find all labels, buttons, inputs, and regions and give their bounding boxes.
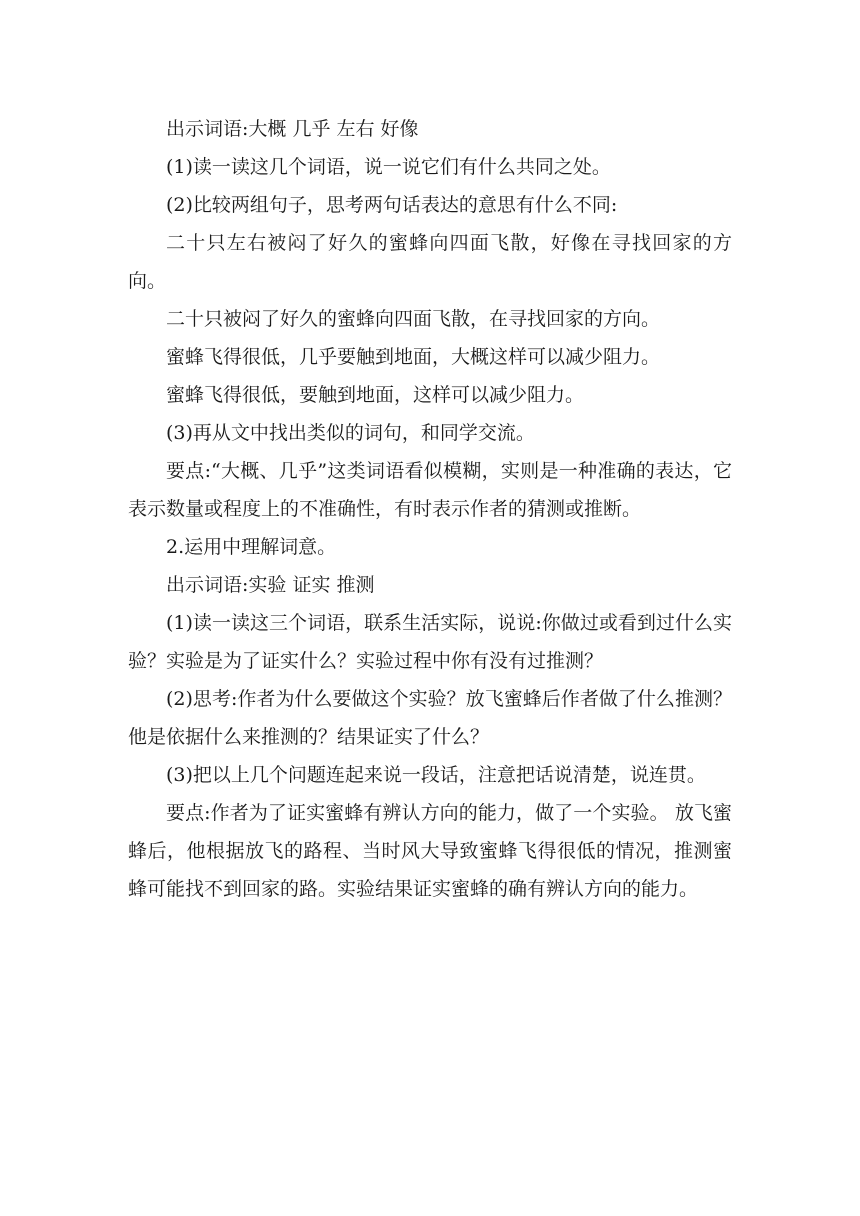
document-body [128, 110, 732, 908]
paragraph-task-1-2: (2)比较两组句子，思考两句话表达的意思有什么不同: [166, 194, 618, 216]
paragraph-sentence-b2: 蜜蜂飞得很低，要触到地面，这样可以减少阻力。 [166, 384, 585, 406]
paragraph-task-2-3: (3)把以上几个问题连起来说一段话，注意把话说清楚，说连贯。 [166, 764, 706, 786]
paragraph-key-point-2: 要点:作者为了证实蜜蜂有辨认方向的能力，做了一个实验。 放飞蜜蜂后，他根据放飞的路程、当时风大导致蜜蜂飞得很低的情况，推测蜜蜂可能找不到回家的路。实验结果证实蜜蜂的确有辨认方向的能力。 [128, 802, 732, 900]
paragraph-task-2-2: (2)思考:作者为什么要做这个实验？放飞蜜蜂后作者做了什么推测？他是依据什么来推测的？结果证实了什么？ [128, 688, 732, 748]
paragraph-show-words-2: 出示词语:实验 证实 推测 [166, 574, 375, 596]
paragraph-sentence-a1: 二十只左右被闷了好久的蜜蜂向四面飞散，好像在寻找回家的方向。 [128, 232, 732, 292]
paragraph-sentence-b1: 蜜蜂飞得很低，几乎要触到地面，大概这样可以减少阻力。 [166, 346, 661, 368]
paragraph-task-2-1: (1)读一读这三个词语，联系生活实际，说说:你做过或看到过什么实验？实验是为了证实什么？实验过程中你有没有过推测？ [128, 612, 732, 672]
paragraph-task-1-3: (3)再从文中找出类似的词句，和同学交流。 [166, 422, 535, 444]
paragraph-sentence-a2: 二十只被闷了好久的蜜蜂向四面飞散，在寻找回家的方向。 [166, 308, 661, 330]
paragraph-section-2-heading: 2.运用中理解词意。 [166, 536, 337, 558]
paragraph-key-point-1: 要点:“大概、几乎”这类词语看似模糊，实则是一种准确的表达，它表示数量或程度上的不准确性，有时表示作者的猜测或推断。 [128, 460, 732, 520]
paragraph-show-words-1: 出示词语:大概 几乎 左右 好像 [166, 118, 419, 140]
paragraph-task-1-1: (1)读一读这几个词语，说一说它们有什么共同之处。 [166, 156, 611, 178]
